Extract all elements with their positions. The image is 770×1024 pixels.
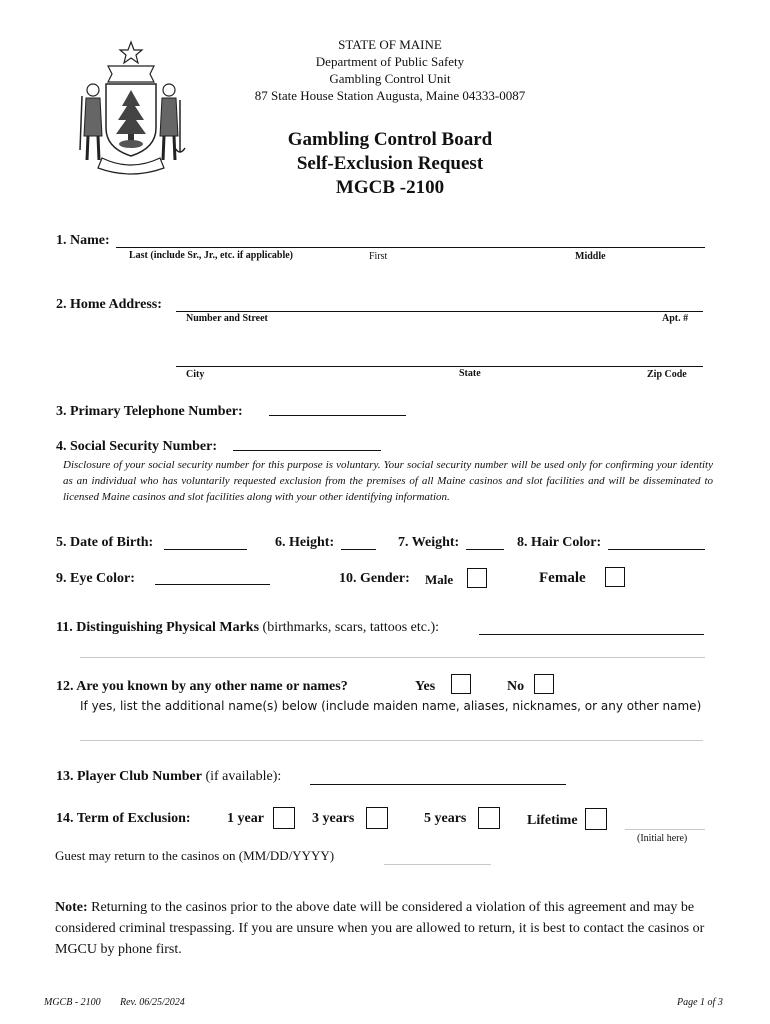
other-names-instruction: If yes, list the additional name(s) below (include maiden name, aliases, nicknames, or any other name)	[80, 699, 702, 713]
sub-city: City	[186, 369, 205, 380]
ssn-disclosure: Disclosure of your social security number for this purpose is voluntary. Your social security number will be used only for confirming your identity as an individual who has voluntarily requested exclusion from the premises of all Maine casinos and slot facilities and will be disseminated to licensed Maine casinos and slot facilities along with your other identifying information.	[63, 459, 713, 503]
term-label: 14. Term of Exclusion:	[56, 811, 191, 826]
weight-line	[466, 549, 504, 550]
weight-label: 7. Weight:	[398, 535, 460, 550]
city-state-zip-input[interactable]	[180, 350, 700, 366]
player-club-label	[56, 769, 281, 785]
initial-input[interactable]	[628, 813, 703, 829]
ssn-input[interactable]	[236, 434, 378, 450]
name-line	[116, 247, 705, 248]
street-line	[176, 311, 703, 312]
footer-form-number: MGCB - 2100	[44, 997, 101, 1008]
gender-female-checkbox[interactable]	[605, 567, 625, 587]
term-lifetime-label: Lifetime	[527, 813, 578, 828]
term-lifetime-checkbox[interactable]	[585, 808, 607, 830]
other-names-label: 12. Are you known by any other name or names?	[56, 679, 348, 694]
telephone-line	[269, 415, 406, 416]
height-input[interactable]	[342, 533, 375, 549]
player-club-label-bold: 13. Player Club Number	[56, 769, 202, 784]
note-paragraph	[55, 897, 715, 960]
player-club-hint: (if available):	[201, 769, 282, 784]
hair-color-line	[608, 549, 705, 550]
city-line	[176, 366, 703, 367]
telephone-label: 3. Primary Telephone Number:	[56, 404, 243, 419]
telephone-input[interactable]	[272, 399, 402, 415]
form-title	[200, 128, 580, 200]
other-names-yes-label: Yes	[415, 679, 436, 694]
height-label: 6. Height:	[275, 535, 335, 550]
ssn-label: 4. Social Security Number:	[56, 439, 217, 454]
name-input[interactable]	[120, 231, 700, 247]
gender-label: 10. Gender:	[339, 571, 410, 586]
sub-apt: Apt. #	[662, 313, 689, 324]
state-seal-image	[76, 40, 186, 178]
term-3-years-checkbox[interactable]	[366, 807, 388, 829]
name-sub-last: Last (include Sr., Jr., etc. if applicable)	[129, 250, 293, 261]
marks-input-2[interactable]	[82, 641, 702, 657]
title-line-1: Gambling Control Board	[287, 129, 493, 150]
term-1-year-checkbox[interactable]	[273, 807, 295, 829]
note-text: Returning to the casinos prior to the above date will be considered a violation of this agreement and may be considered criminal trespassing. If you are unsure when you are allowed to return, it is best to contact the casinos or MGCU by phone first.	[55, 900, 705, 957]
gender-male-label: Male	[425, 572, 454, 587]
dob-label: 5. Date of Birth:	[56, 535, 154, 550]
initial-line	[625, 829, 705, 830]
header-address: 87 State House Station Augusta, Maine 04333-0087	[254, 88, 526, 103]
other-names-yes-checkbox[interactable]	[451, 674, 471, 694]
header-state: STATE OF MAINE	[338, 37, 442, 52]
eye-color-input[interactable]	[158, 568, 268, 584]
marks-line-2	[80, 657, 705, 658]
term-3-years-label: 3 years	[312, 811, 355, 826]
term-5-years-checkbox[interactable]	[478, 807, 500, 829]
home-address-label: 2. Home Address:	[56, 297, 162, 312]
initial-hint: (Initial here)	[637, 833, 688, 844]
marks-line	[479, 634, 704, 635]
other-names-no-checkbox[interactable]	[534, 674, 554, 694]
return-date-input[interactable]	[386, 848, 489, 864]
return-date-line	[384, 864, 491, 865]
marks-label	[56, 620, 439, 636]
header-unit: Gambling Control Unit	[329, 71, 451, 86]
sub-street: Number and Street	[186, 313, 268, 324]
term-5-years-label: 5 years	[424, 811, 467, 826]
weight-input[interactable]	[467, 533, 503, 549]
term-1-year-label: 1 year	[227, 811, 264, 826]
title-line-2: Self-Exclusion Request	[296, 153, 484, 174]
sub-zip: Zip Code	[647, 369, 687, 380]
title-line-3: MGCB -2100	[335, 177, 445, 198]
name-sub-first: First	[369, 251, 388, 262]
hair-color-input[interactable]	[610, 533, 703, 549]
return-date-label: Guest may return to the casinos on (MM/DD/YYYY)	[55, 848, 335, 863]
eye-color-line	[155, 584, 270, 585]
marks-label-bold: 11. Distinguishing Physical Marks	[56, 620, 260, 635]
gender-female-label: Female	[539, 570, 586, 586]
street-input[interactable]	[180, 295, 700, 311]
marks-input[interactable]	[482, 618, 702, 634]
marks-hint: (birthmarks, scars, tattoos etc.):	[259, 620, 440, 635]
footer-page-number: Page 1 of 3	[677, 997, 723, 1008]
other-names-input[interactable]	[82, 724, 700, 740]
dob-line	[164, 549, 247, 550]
eye-color-label: 9. Eye Color:	[56, 571, 135, 586]
player-club-line	[310, 784, 566, 785]
ssn-line	[233, 450, 381, 451]
other-names-line	[80, 740, 703, 741]
name-sub-middle: Middle	[575, 251, 606, 262]
sub-state: State	[459, 368, 481, 379]
hair-color-label: 8. Hair Color:	[517, 535, 602, 550]
header-department: Department of Public Safety	[315, 54, 465, 69]
other-names-no-label: No	[507, 679, 525, 694]
height-line	[341, 549, 376, 550]
note-label: Note:	[55, 900, 88, 915]
dob-input[interactable]	[166, 533, 246, 549]
header-block	[200, 36, 580, 104]
gender-male-checkbox[interactable]	[467, 568, 487, 588]
footer-revision: Rev. 06/25/2024	[120, 997, 185, 1008]
player-club-input[interactable]	[313, 768, 563, 784]
name-label: 1. Name:	[56, 233, 110, 248]
